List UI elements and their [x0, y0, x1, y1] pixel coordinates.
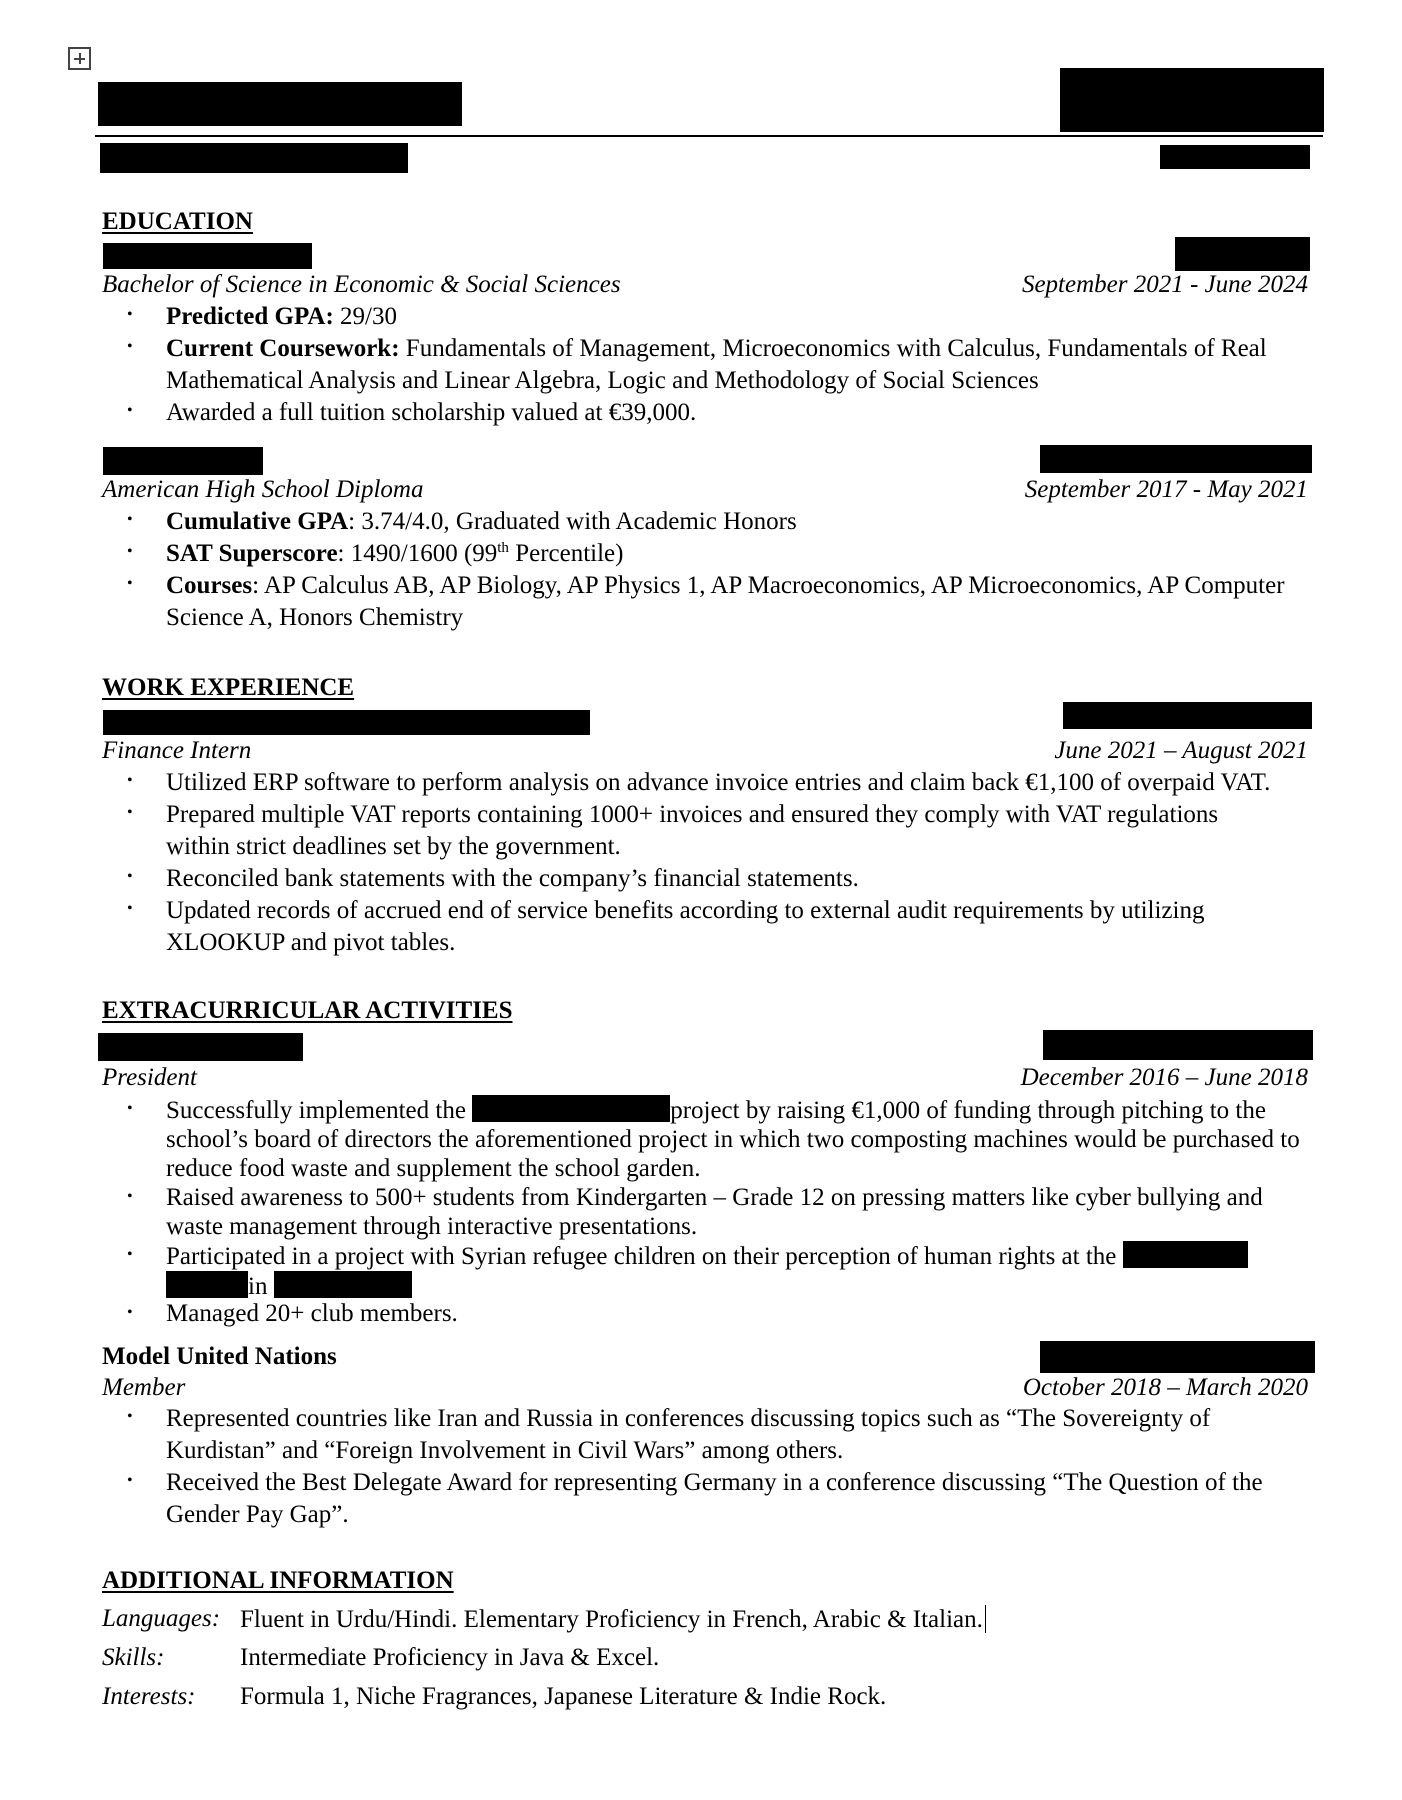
list-item [166, 333, 1316, 397]
redacted-subheader [100, 143, 408, 173]
bullet-text: Updated records of accrued end of service benefits according to external audit requirements by utilizing XLOOKUP and pivot tables. [166, 897, 1205, 956]
education-heading: EDUCATION [102, 208, 253, 235]
interests-value: Formula 1, Niche Fragrances, Japanese Literature & Indie Rock. [240, 1683, 887, 1710]
bullet-bold: Cumulative GPA [166, 508, 349, 535]
languages-value [240, 1605, 986, 1634]
bullet-text: Represented countries like Iran and Russia in conferences discussing topics such as “The Sovereignty of Kurdistan” and “Foreign Involvement in Civil Wars” among others. [166, 1405, 1211, 1464]
bullet-text: Fundamentals of Management, Microeconomics with Calculus, Fundamentals of Real Mathematical Analysis and Linear Algebra, Logic and Methodology of Social Sciences [166, 335, 1267, 394]
bullet: • [127, 1304, 133, 1321]
redacted-club-location [1043, 1030, 1313, 1060]
interests-label: Interests: [102, 1683, 196, 1710]
list-item [166, 895, 1246, 959]
bullet: • [127, 402, 133, 419]
list-item [166, 570, 1286, 634]
list-item [166, 1403, 1276, 1467]
redacted-school [103, 447, 263, 475]
bullet: • [127, 338, 133, 355]
list-item [166, 1095, 1316, 1183]
additional-heading: ADDITIONAL INFORMATION [102, 1567, 454, 1594]
bullet: • [127, 306, 133, 323]
redacted-university-location [1175, 237, 1310, 271]
list-item [166, 767, 1336, 799]
languages-label: Languages: [102, 1605, 221, 1632]
bullet: • [127, 868, 133, 885]
redacted-school-location [1040, 445, 1312, 473]
redacted-club-name [98, 1033, 303, 1061]
bullet: • [127, 1100, 133, 1117]
bullet-text: Successfully implemented the [166, 1097, 473, 1124]
bullet: • [127, 772, 133, 789]
list-item [166, 863, 1316, 895]
list-item [166, 301, 1316, 333]
bullet-bold: Current Coursework: [166, 335, 400, 362]
bullet-bold: Predicted GPA: [166, 303, 334, 330]
mun-role: Member [102, 1374, 186, 1401]
list-item [166, 506, 1316, 538]
bullet-bold: Courses [166, 572, 253, 599]
bullet: • [127, 543, 133, 560]
bullet-text: Reconciled bank statements with the company’s financial statements. [166, 865, 859, 892]
languages-text: Fluent in Urdu/Hindi. Elementary Proficiency in French, Arabic & Italian. [240, 1606, 983, 1633]
header-rule [95, 135, 1323, 137]
list-item [166, 538, 1316, 570]
mun-dates: October 2018 – March 2020 [1022, 1374, 1308, 1401]
redacted-city [274, 1271, 412, 1298]
redacted-university [103, 243, 312, 269]
bullet-text: project by raising €1,000 of funding through pitching to the school’s board of directors the aforementioned project in which two composting machines would be purchased to reduce food waste and supplement the school garden. [166, 1097, 1300, 1182]
bullet-text: Utilized ERP software to perform analysis on advance invoice entries and claim back €1,100 of overpaid VAT. [166, 769, 1271, 796]
bullet-text: Managed 20+ club members. [166, 1300, 458, 1327]
bullet-text: Prepared multiple VAT reports containing 1000+ invoices and ensured they comply with VAT regulations within strict deadlines set by the government. [166, 801, 1219, 860]
list-item [166, 1467, 1316, 1531]
redacted-project-name [472, 1095, 670, 1122]
bullet: • [127, 1408, 133, 1425]
redacted-contact-top [1060, 68, 1324, 132]
extracurricular-heading: EXTRACURRICULAR ACTIVITIES [102, 997, 513, 1024]
bullet-text: Participated in a project with Syrian refugee children on their perception of human rights at the [166, 1243, 1123, 1270]
redacted-mun-location [1040, 1341, 1315, 1373]
superscript: th [497, 540, 509, 556]
bullet: • [127, 511, 133, 528]
list-item [166, 397, 1316, 429]
club-dates: December 2016 – June 2018 [1020, 1064, 1308, 1091]
table-move-handle-icon[interactable] [68, 47, 91, 70]
bullet-text: Raised awareness to 500+ students from Kindergarten – Grade 12 on pressing matters like cyber bullying and waste management through interactive presentations. [166, 1184, 1263, 1240]
bullet-text: 29/30 [333, 303, 397, 330]
work-role: Finance Intern [102, 737, 252, 764]
bullet-text: : 3.74/4.0, Graduated with Academic Honors [348, 508, 797, 535]
bullet: • [127, 1188, 133, 1205]
bullet-text: in [248, 1273, 274, 1300]
degree-title: Bachelor of Science in Economic & Social Sciences [102, 271, 621, 298]
diploma-dates: September 2017 - May 2021 [1024, 476, 1308, 503]
list-item [166, 799, 1266, 863]
degree-dates: September 2021 - June 2024 [1021, 271, 1308, 298]
bullet: • [127, 575, 133, 592]
list-item [166, 1241, 1316, 1301]
diploma-title: American High School Diploma [102, 476, 424, 503]
mun-name: Model United Nations [102, 1343, 337, 1370]
bullet: • [127, 804, 133, 821]
bullet-text: : AP Calculus AB, AP Biology, AP Physics 1, AP Macroeconomics, AP Microeconomics, AP Computer Science A, Honors Chemistry [166, 572, 1285, 631]
bullet: • [127, 1472, 133, 1489]
bullet-text: Awarded a full tuition scholarship valued at €39,000. [166, 399, 697, 426]
club-role: President [102, 1064, 197, 1091]
redacted-name [98, 82, 462, 126]
redacted-venue [1123, 1241, 1248, 1268]
bullet: • [127, 900, 133, 917]
list-item [166, 1183, 1316, 1241]
bullet-text: : 1490/1600 (99 [337, 540, 498, 567]
text-cursor [985, 1605, 986, 1633]
skills-label: Skills: [102, 1644, 165, 1671]
list-item [166, 1299, 1316, 1328]
bullet-bold: SAT Superscore [166, 540, 338, 567]
redacted-venue-cont [166, 1271, 248, 1298]
redacted-company-location [1063, 702, 1312, 729]
work-dates: June 2021 – August 2021 [1054, 737, 1308, 764]
skills-value: Intermediate Proficiency in Java & Excel. [240, 1644, 660, 1671]
bullet-text: Received the Best Delegate Award for representing Germany in a conference discussing “The Question of the Gender Pay Gap”. [166, 1469, 1263, 1528]
bullet-text: Percentile) [508, 540, 624, 567]
work-heading: WORK EXPERIENCE [102, 674, 355, 701]
bullet: • [127, 1246, 133, 1263]
redacted-contact-bottom [1160, 145, 1310, 169]
redacted-company [103, 710, 590, 735]
